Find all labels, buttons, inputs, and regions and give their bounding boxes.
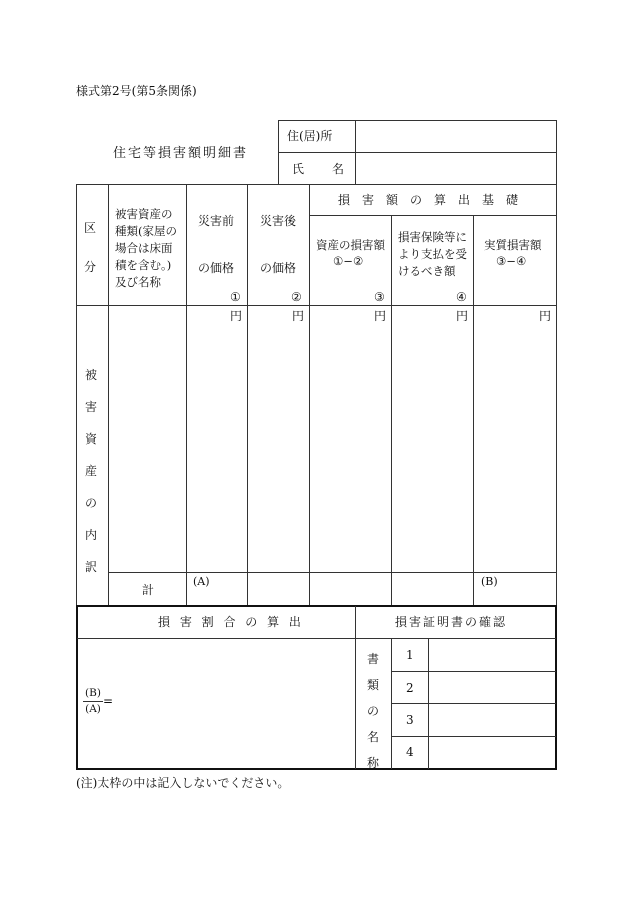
asset-type-line: 積を含む。) [115, 258, 172, 272]
fraction-bar [83, 701, 103, 702]
confirm-row-input[interactable] [429, 737, 555, 768]
name-label: 氏 名 [292, 162, 353, 176]
before-price-top: 災害前 [198, 214, 235, 228]
side-char: 訳 [85, 560, 98, 574]
after-price-input[interactable] [248, 306, 309, 572]
confirm-row-input[interactable] [429, 704, 555, 736]
unit-loss: 円 [374, 309, 387, 323]
confirm-side-char: 書 [367, 652, 380, 666]
confirm-row-num: 4 [406, 745, 414, 759]
kubun-char-1: 区 [84, 221, 97, 235]
basis-header: 損 害 額 の 算 出 基 礎 [338, 193, 519, 207]
loss-amount-line2: ①−② [333, 254, 364, 268]
asset-type-line: 及び名称 [115, 275, 161, 289]
ratio-input[interactable] [112, 640, 354, 768]
ratio-title: 損 害 割 合 の 算 出 [158, 615, 304, 629]
address-label: 住(居)所 [287, 129, 333, 143]
loss-amount-line1: 資産の損害額 [316, 238, 385, 252]
confirm-row-input[interactable] [429, 672, 555, 703]
side-char: 内 [85, 528, 98, 542]
asset-type-line: 被害資産の [115, 207, 173, 221]
side-char: 資 [85, 432, 98, 446]
actual-loss-line2: ③−④ [496, 254, 527, 268]
side-char: 被 [85, 368, 98, 382]
after-price-bottom: の価格 [260, 261, 297, 275]
loss-amount-input[interactable] [310, 306, 391, 572]
insurance-line: より支払を受 [398, 247, 467, 261]
before-price-bottom: の価格 [198, 261, 235, 275]
actual-loss-line1: 実質損害額 [484, 238, 542, 252]
footnote: (注)太枠の中は記入しないでください。 [76, 776, 290, 790]
ratio-denominator: (A) [85, 703, 101, 715]
side-char: 害 [85, 400, 98, 414]
body-side-label [85, 366, 97, 575]
ratio-equals: = [103, 694, 114, 708]
confirm-side-char: 称 [367, 756, 380, 770]
confirm-row-num: 3 [406, 713, 414, 727]
asset-type-input[interactable] [109, 306, 186, 572]
asset-type-header [115, 206, 177, 291]
insurance-line: 損害保険等に [398, 230, 467, 244]
name-field[interactable] [356, 153, 555, 183]
confirm-row-num: 2 [406, 681, 414, 695]
after-price-top: 災害後 [260, 214, 297, 228]
lower-divider [355, 606, 356, 769]
kubun-char-2: 分 [84, 260, 97, 274]
confirm-side-char: 名 [367, 730, 380, 744]
confirm-side-label [367, 650, 379, 771]
confirm-title: 損害証明書の確認 [395, 615, 508, 629]
loss-amount-num: ③ [374, 290, 385, 304]
before-price-num: ① [230, 290, 241, 304]
before-price-input[interactable] [187, 306, 247, 572]
after-price-num: ② [291, 290, 302, 304]
insurance-num: ④ [456, 290, 467, 304]
form-label: 様式第2号(第5条関係) [76, 84, 197, 98]
asset-type-line: 種類(家屋の [115, 224, 177, 238]
insurance-header [398, 229, 467, 280]
total-label: 計 [142, 583, 155, 597]
confirm-side-char: 類 [367, 678, 380, 692]
kubun-header [84, 219, 96, 275]
total-mark-a: (A) [193, 575, 210, 588]
actual-loss-input[interactable] [474, 306, 556, 572]
total-mark-b: (B) [481, 575, 498, 588]
insurance-line: けるべき額 [398, 264, 456, 278]
unit-actual: 円 [539, 309, 552, 323]
side-char: の [85, 496, 98, 510]
confirm-row-num: 1 [406, 648, 414, 662]
address-field[interactable] [356, 121, 555, 152]
unit-before: 円 [230, 309, 243, 323]
asset-type-line: 場合は床面 [115, 241, 173, 255]
insurance-input[interactable] [392, 306, 473, 572]
ratio-fraction [83, 687, 103, 716]
unit-insurance: 円 [456, 309, 469, 323]
confirm-row-input[interactable] [429, 639, 555, 671]
confirm-side-char: の [367, 704, 380, 718]
ratio-numerator: (B) [85, 687, 101, 699]
form-title: 住宅等損害額明細書 [113, 146, 249, 161]
side-char: 産 [85, 464, 98, 478]
unit-after: 円 [292, 309, 305, 323]
